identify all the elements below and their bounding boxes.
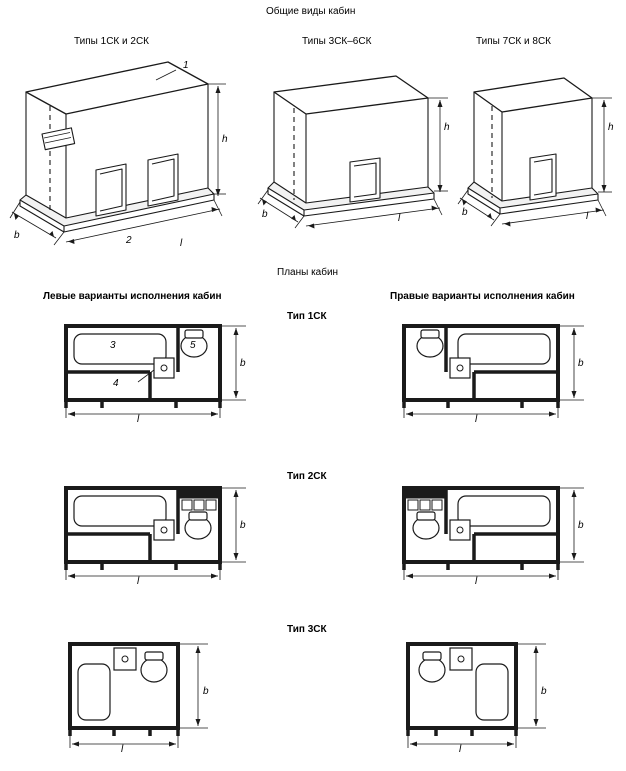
isometric-view-1ck-2ck [8,50,248,260]
plan3-dim-b-right: b [541,686,547,697]
plan-3ck-right [396,636,596,754]
callout-3: 3 [110,340,116,351]
callout-4: 4 [113,378,119,389]
dim-l-1: l [180,238,183,249]
heading-general-views: Общие виды кабин [266,6,356,17]
callout-2: 2 [126,235,132,246]
dim-l-2: l [398,213,401,224]
dim-b-1: b [14,230,20,241]
isometric-view-3ck-6ck [256,58,456,248]
plan-row-title-3: Тип 3СК [287,624,327,635]
plan-3ck-left [58,636,258,754]
plans-column-left-title: Левые варианты исполнения кабин [43,291,222,302]
plan1-dim-l-left: l [137,414,140,425]
dim-h-3: h [608,122,614,133]
plans-column-right-title: Правые варианты исполнения кабин [390,291,575,302]
callout-1: 1 [183,60,189,71]
plan1-dim-b-right: b [578,358,584,369]
dim-b-3: b [462,207,468,218]
plan-1ck-right [396,318,596,418]
plan2-dim-b-left: b [240,520,246,531]
dim-h-2: h [444,122,450,133]
figure-title-2: Типы 3СК–6СК [302,36,372,47]
heading-plans: Планы кабин [277,267,339,278]
figure-title-1: Типы 1СК и 2СК [74,36,149,47]
dim-b-2: b [262,209,268,220]
plan2-dim-b-right: b [578,520,584,531]
plan-row-title-1: Тип 1СК [287,311,327,322]
dim-l-3: l [586,211,589,222]
plan-1ck-left [58,318,258,418]
plan2-dim-l-left: l [137,576,140,587]
plan3-dim-l-right: l [459,744,462,755]
plan-2ck-right [396,480,596,580]
plan-row-title-2: Тип 2СК [287,471,327,482]
plan1-dim-l-right: l [475,414,478,425]
plan3-dim-l-left: l [121,744,124,755]
plan3-dim-b-left: b [203,686,209,697]
plan2-dim-l-right: l [475,576,478,587]
plan1-dim-b-left: b [240,358,246,369]
figure-title-3: Типы 7СК и 8СК [476,36,551,47]
callout-5: 5 [190,340,196,351]
plan-2ck-left [58,480,258,580]
dim-h-1: h [222,134,228,145]
isometric-view-7ck-8ck [452,58,624,248]
